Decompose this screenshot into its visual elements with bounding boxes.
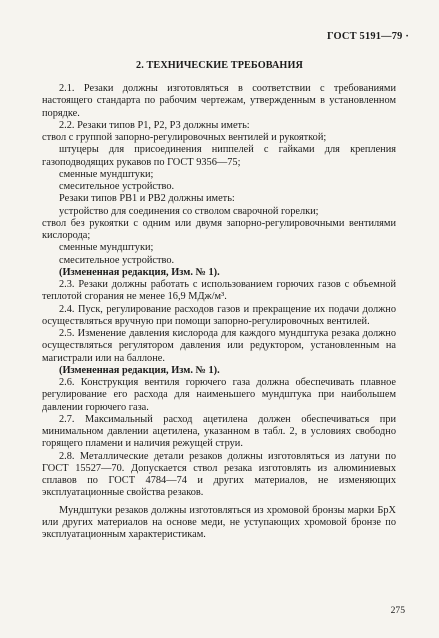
paragraph-2-1: 2.1. Резаки должны изготовляться в соответствии с требованиями настоящего стандарта по рабочим чертежам, утвержденным в установленном порядке. [42, 83, 396, 119]
body-text [42, 83, 396, 541]
list-item: ствол без рукоятки с одним или двумя запорно-регулировочными вентилями кислорода; [42, 217, 396, 241]
paragraph-2-5: 2.5. Изменение давления кислорода для каждого мундштука резака должно осуществляться регулятором давления или редуктором, установленным на магистрали или на баллоне. [42, 328, 396, 364]
paragraph-2-7: 2.7. Максимальный расход ацетилена должен обеспечиваться при минимальном давлении ацетилена, указанном в табл. 2, в условиях свободно горящего пламени и наличия режущей струи. [42, 413, 396, 450]
paragraph-2-8: 2.8. Металлические детали резаков должны изготовляться из латуни по ГОСТ 15527—70. Допускается ствол резака изготовлять из алюминиевых сплавов по ГОСТ 4784—74 и других материалов, не изменяющих эксплуатационные свойства резаков. [42, 450, 396, 499]
list-item: сменные мундштуки; [59, 168, 154, 180]
revision-note: (Измененная редакция, Изм. № 1). [59, 364, 220, 376]
revision-note: (Измененная редакция, Изм. № 1). [59, 266, 220, 278]
document-code: ГОСТ 5191—79 · [326, 31, 409, 42]
list-item: штуцеры для присоединения ниппелей с гайками для крепления газоподводящих рукавов по ГОСТ 9356—75; [42, 144, 396, 168]
list-item: смесительное устройство. [59, 181, 175, 192]
paragraph-2-2: 2.2. Резаки типов Р1, Р2, Р3 должны иметь: [59, 119, 250, 131]
paragraph-types-rv: Резаки типов РВ1 и РВ2 должны иметь: [59, 193, 235, 205]
list-item: устройство для соединения со стволом сварочной горелки; [59, 205, 319, 217]
page-number: 275 [390, 605, 405, 616]
list-item: смесительное устройство. [59, 254, 175, 266]
paragraph-2-4: 2.4. Пуск, регулирование расходов газов и прекращение их подачи должно осуществляться вручную при помощи запорно-регулировочных вентилей. [42, 303, 396, 327]
section-title: 2. ТЕХНИЧЕСКИЕ ТРЕБОВАНИЯ [136, 60, 303, 71]
paragraph-2-3: 2.3. Резаки должны работать с использованием горючих газов с объемной теплотой сгорания не менее 16,9 МДж/м³. [42, 279, 396, 303]
paragraph-2-6: 2.6. Конструкция вентиля горючего газа должна обеспечивать плавное регулирование его расхода для наименьшего мундштука при наибольшем давлении горючего газа. [42, 377, 396, 413]
list-item: сменные мундштуки; [59, 242, 154, 254]
paragraph-mouthpieces: Мундштуки резаков должны изготовляться из хромовой бронзы марки БрХ или других материалов на основе меди, не уступающих хромовой бронзе по эксплуатационным характеристикам. [42, 504, 396, 540]
list-item: ствол с группой запорно-регулировочных вентилей и рукояткой; [42, 132, 327, 143]
